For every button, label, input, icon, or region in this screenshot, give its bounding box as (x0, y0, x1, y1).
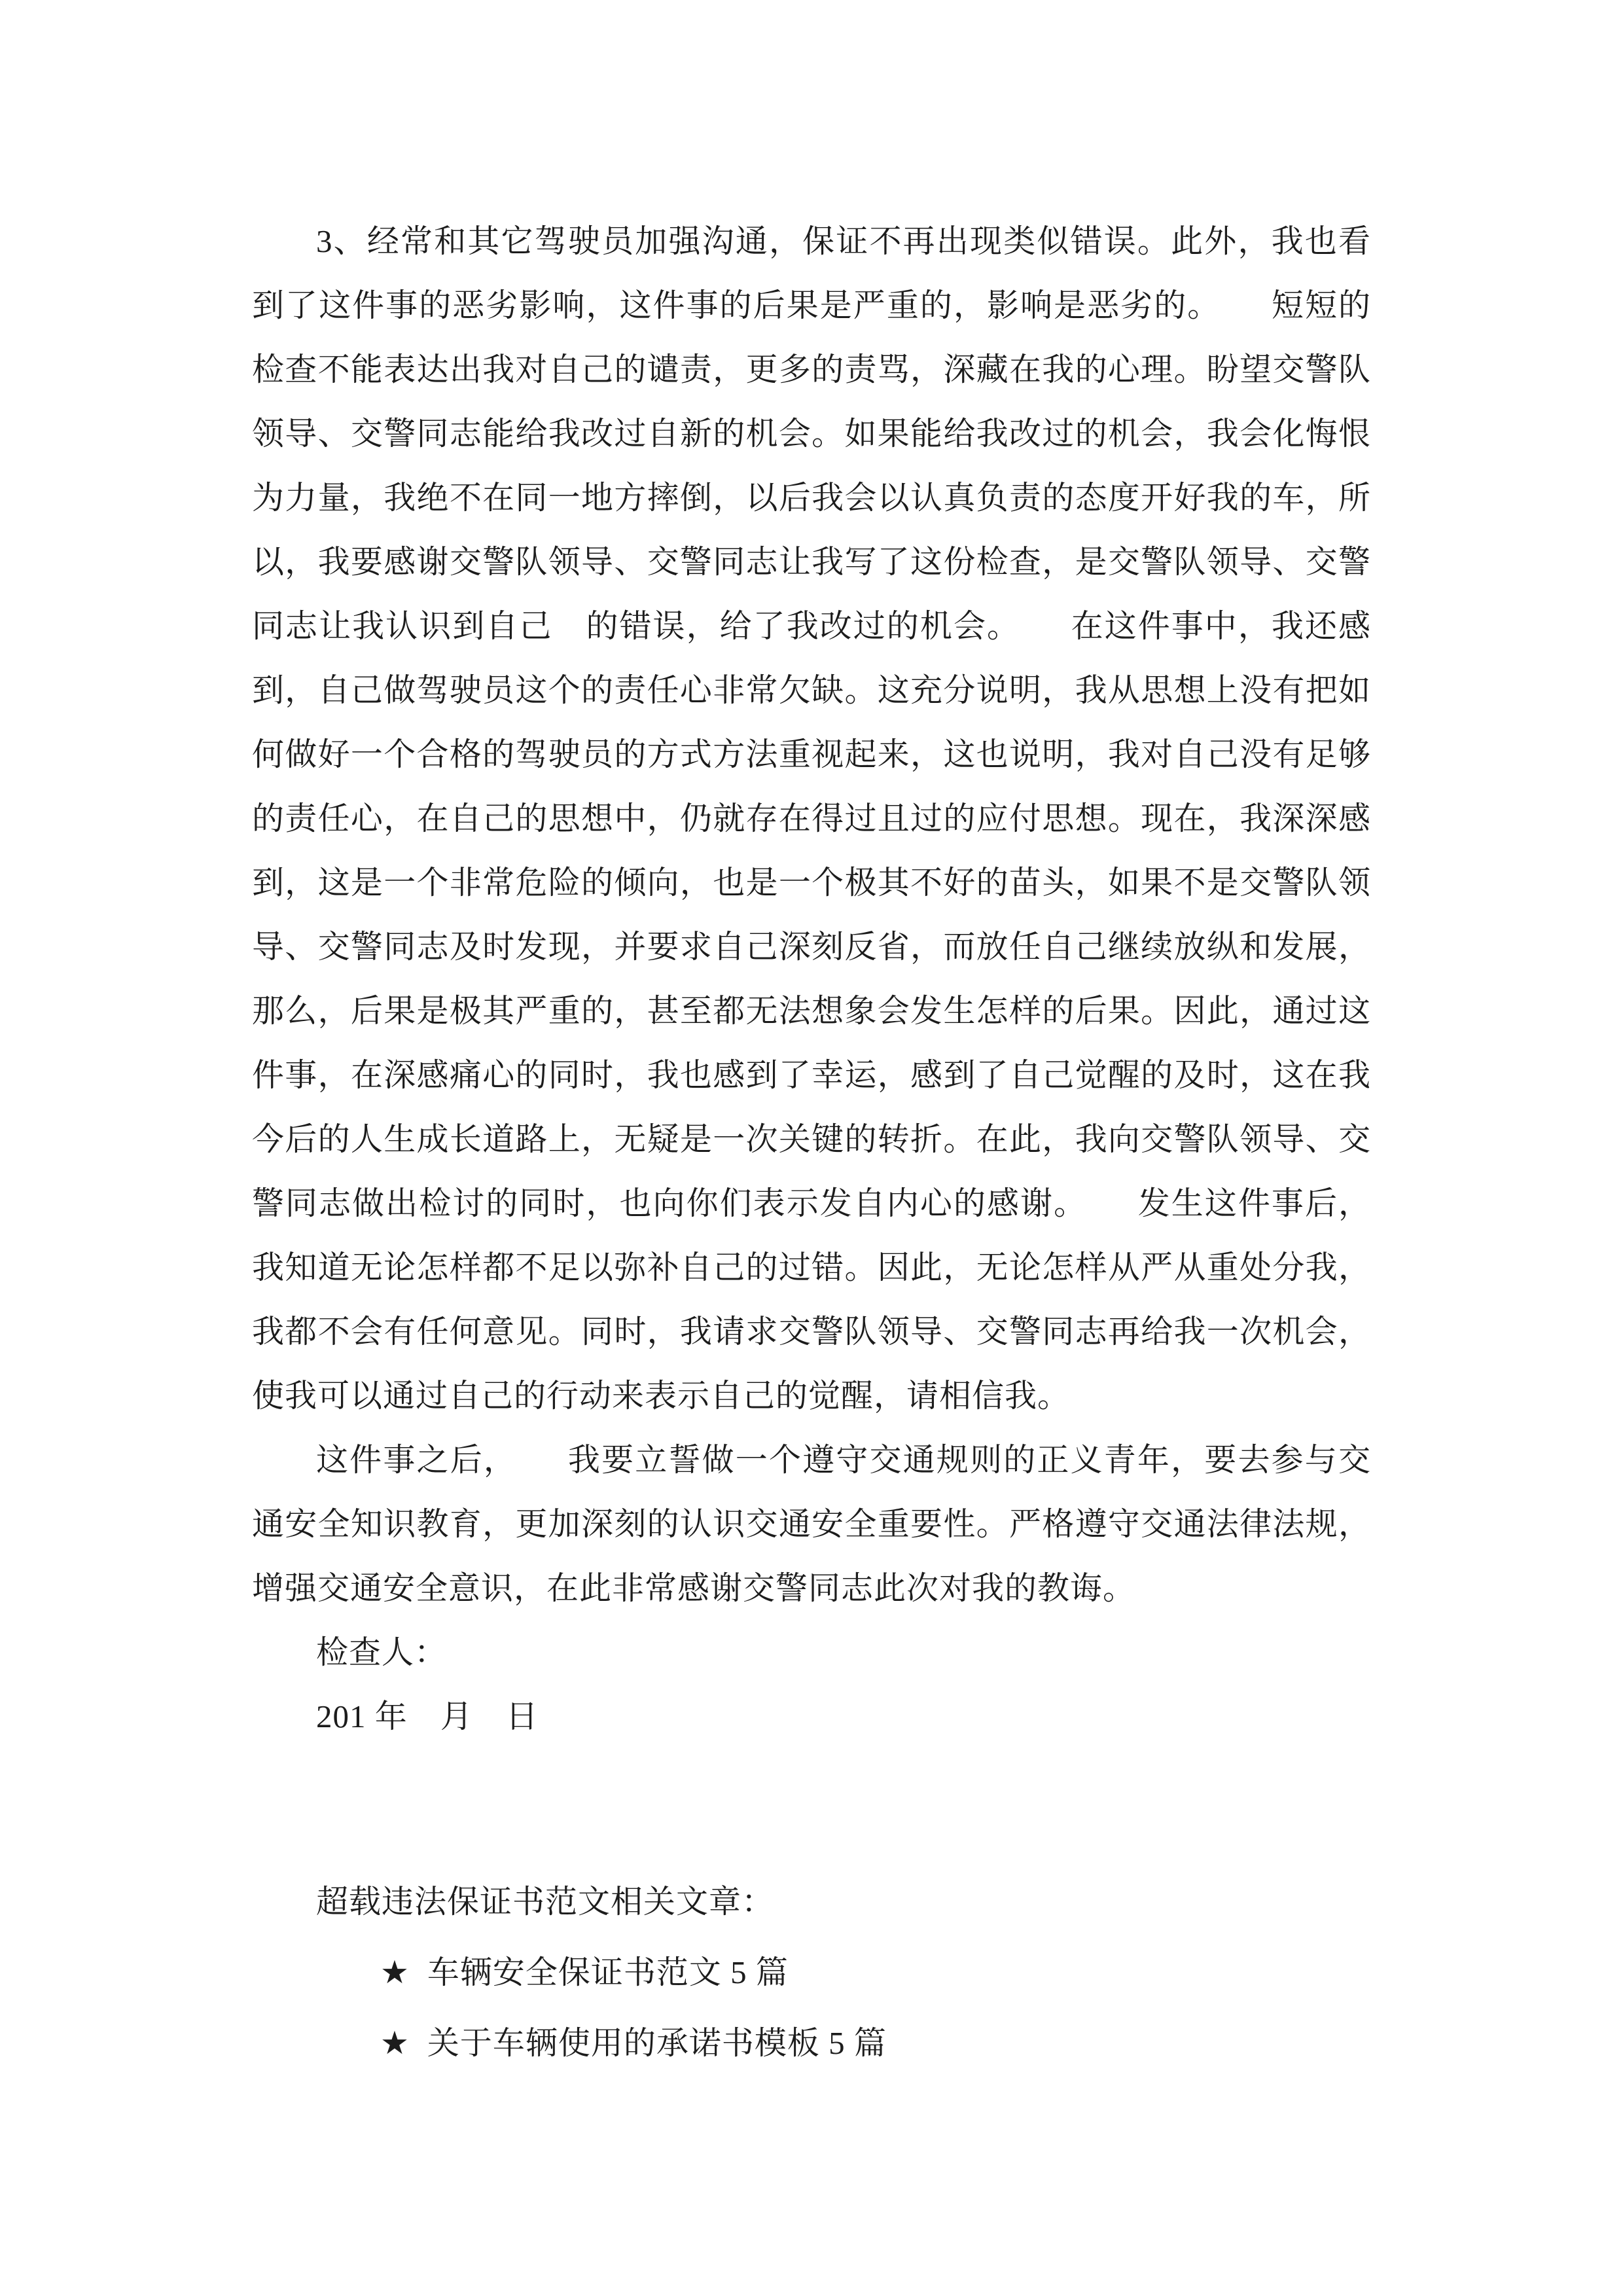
star-icon: ★ (380, 2025, 410, 2061)
related-article-item (252, 2011, 1371, 2075)
related-articles-heading: 超载违法保证书范文相关文章： (316, 1884, 775, 1920)
body-paragraph-1: 3、经常和其它驾驶员加强沟通，保证不再出现类似错误。此外，我也看到了这件事的恶劣影响，这件事的后果是严重的，影响是恶劣的。 短短的检查不能表达出我对自己的谴责，更多的责骂，深藏在我的心理。盼望交警队领导、交警同志能给我改过自新的机会。如果能给我改过的机会，我会化悔恨为力量，我绝不在同一地方摔倒，以后我会以认真负责的态度开好我的车，所以，我要感谢交警队领导、交警同志让我写了这份检查，是交警队领导、交警同志让我认识到自己 的错误，给了我改过的机会。 在这件事中，我还感到，自己做驾驶员这个的责任心非常欠缺。这充分说明，我从思想上没有把如何做好一个合格的驾驶员的方式方法重视起来，这也说明，我对自己没有足够的责任心，在自己的思想中，仍就存在得过且过的应付思想。现在，我深深感到，这是一个非常危险的倾向，也是一个极其不好的苗头，如果不是交警队领导、交警同志及时发现，并要求自己深刻反省，而放任自己继续放纵和发展，那么，后果是极其严重的，甚至都无法想象会发生怎样的后果。因此，通过这件事，在深感痛心的同时，我也感到了幸运，感到了自己觉醒的及时，这在我今后的人生成长道路上，无疑是一次关键的转折。在此，我向交警队领导、交警同志做出检讨的同时，也向你们表示发自内心的感谢。 发生这件事后，我知道无论怎样都不足以弥补自己的过错。因此，无论怎样从严从重处分我，我都不会有任何意见。同时，我请求交警队领导、交警同志再给我一次机会，使我可以通过自己的行动来表示自己的觉醒，请相信我。 (252, 223, 1371, 1414)
related-article-item (252, 1941, 1371, 2005)
related-article-label: 车辆安全保证书范文 5 篇 (427, 1954, 789, 1990)
related-articles-section (252, 1870, 1371, 2075)
star-icon: ★ (380, 1954, 410, 1990)
date-line: 201 年 月 日 (316, 1698, 539, 1734)
related-article-label: 关于车辆使用的承诺书模板 5 篇 (427, 2025, 887, 2061)
signer-line: 检查人： (316, 1634, 448, 1670)
body-paragraph-2: 这件事之后， 我要立誓做一个遵守交通规则的正义青年，要去参与交通安全知识教育，更加深刻的认识交通安全重要性。严格遵守交通法律法规，增强交通安全意识，在此非常感谢交警同志此次对我的教诲。 (252, 1442, 1371, 1606)
